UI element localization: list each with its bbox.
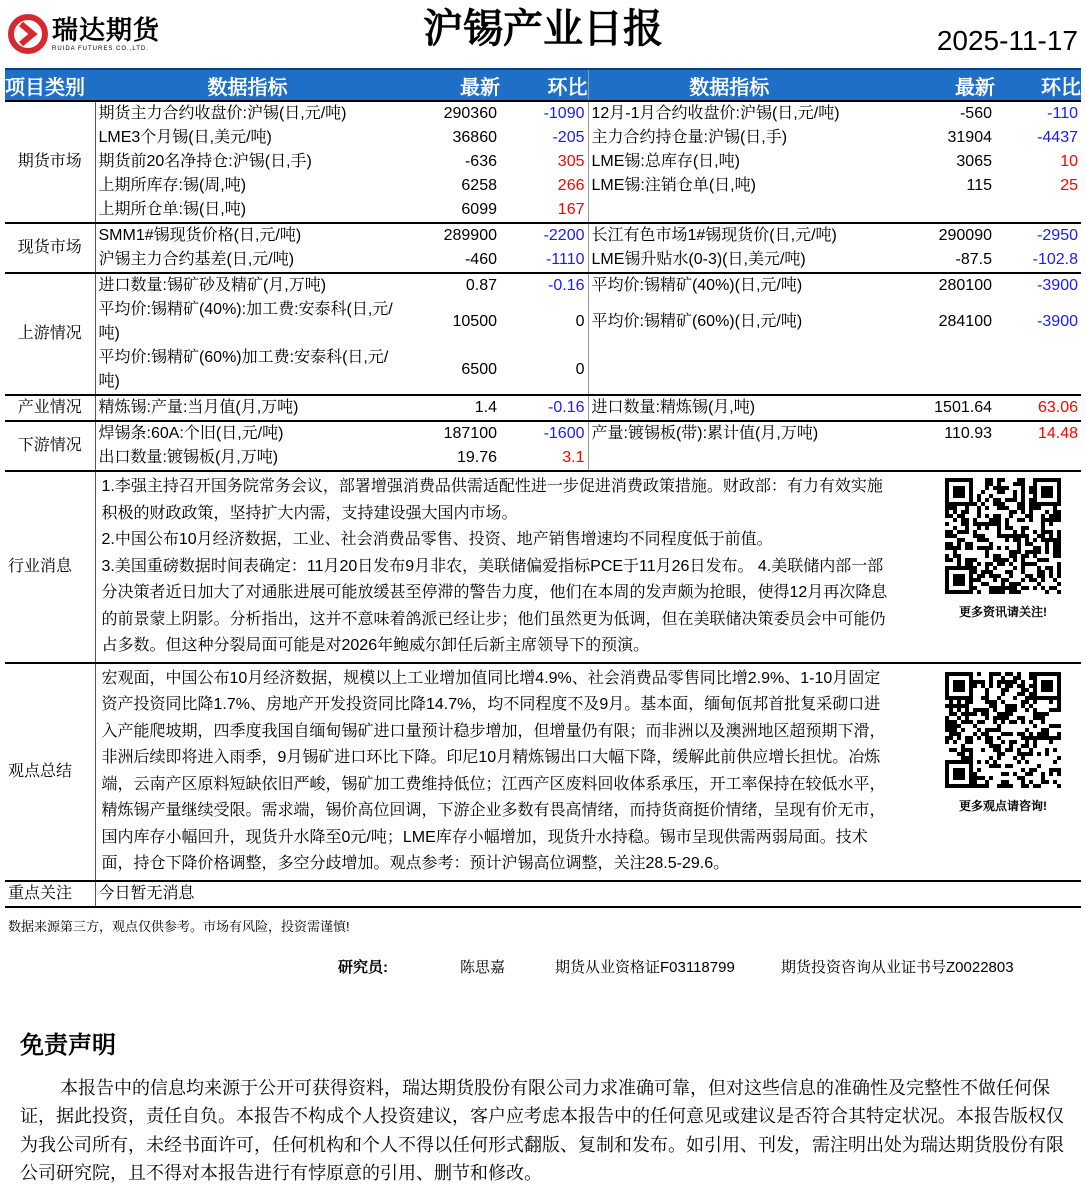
- indicator: 期货前20名净持仓:沪锡(日,手): [98, 153, 312, 170]
- logo-text: [52, 15, 160, 53]
- indicator: LME锡升贴水(0-3)(日,美元/吨): [591, 251, 806, 268]
- latest-value: 284100: [938, 313, 992, 330]
- latest-value: 19.76: [456, 449, 497, 466]
- indicator: SMM1#锡现货价格(日,元/吨): [95, 223, 400, 248]
- latest-value: [870, 346, 995, 395]
- change-value: -102.8: [1032, 251, 1078, 268]
- column-header: 最新: [870, 69, 995, 101]
- company-name-en: RUIDA FUTURES CO.,LTD.: [52, 46, 149, 52]
- researcher-row: [0, 958, 1086, 982]
- change-value: -1600: [500, 421, 588, 446]
- focus-row: [5, 881, 1081, 907]
- indicator: LME锡:注销仓单(日,吨): [591, 177, 756, 194]
- page-title: 沪锡产业日报: [423, 7, 663, 51]
- latest-value: -560: [870, 101, 995, 126]
- table-row: [5, 298, 1081, 346]
- column-header: 项目类别: [5, 69, 95, 101]
- views-cell: [95, 663, 1081, 881]
- change-value: -3900: [995, 273, 1081, 298]
- indicator: 12月-1月合约收盘价:沪锡(日,元/吨): [588, 101, 870, 126]
- change-value: -3900: [1037, 313, 1078, 330]
- indicator: 焊锡条:60A:个旧(日,元/吨): [95, 421, 400, 446]
- change-value: [995, 346, 1081, 395]
- table-row: [5, 395, 1081, 421]
- latest-value: 36860: [452, 129, 497, 146]
- data-table: [5, 68, 1081, 908]
- change-value: 25: [1060, 177, 1078, 194]
- indicator: 进口数量:精炼锡(月,吨): [588, 395, 870, 421]
- indicator: 上期所仓单:锡(日,吨): [98, 201, 247, 218]
- focus-text: 今日暂无消息: [95, 881, 1081, 907]
- indicator: 出口数量:镀锡板(月,万吨): [98, 449, 279, 466]
- change-value: -2950: [995, 223, 1081, 248]
- change-value: [995, 446, 1081, 471]
- company-name: 瑞达期货: [52, 15, 161, 45]
- change-value: 14.48: [995, 421, 1081, 446]
- qualification-cert: 期货从业资格证F03118799: [555, 958, 735, 976]
- category-cell: 产业情况: [5, 395, 95, 421]
- latest-value: 280100: [870, 273, 995, 298]
- latest-value: 115: [966, 177, 992, 194]
- table-row: [5, 174, 1081, 198]
- change-value: 3.1: [500, 446, 588, 471]
- table-row: [5, 273, 1081, 298]
- indicator: [588, 346, 870, 395]
- column-header: 环比: [995, 69, 1081, 101]
- table-row: [5, 198, 1081, 223]
- change-value: -4437: [1037, 129, 1078, 146]
- latest-value: 1501.64: [870, 395, 995, 421]
- column-header: 数据指标: [588, 69, 870, 101]
- indicator: 平均价:锡精矿(40%)(日,元/吨): [588, 273, 870, 298]
- indicator: 进口数量:锡矿砂及精矿(月,万吨): [95, 273, 400, 298]
- researcher-name: 陈思嘉: [460, 958, 506, 976]
- latest-value: 10500: [452, 313, 497, 330]
- latest-value: -636: [464, 153, 497, 170]
- views-row: [5, 663, 1081, 881]
- table-row: [5, 101, 1081, 126]
- latest-value: 0.87: [400, 273, 500, 298]
- category-cell: 观点总结: [5, 663, 95, 881]
- qr-caption: 更多资讯请关注!: [959, 605, 1047, 619]
- indicator: [588, 198, 870, 223]
- latest-value: 187100: [400, 421, 500, 446]
- latest-value: 6258: [461, 177, 497, 194]
- latest-value: 6099: [461, 201, 497, 218]
- change-value: 0: [500, 346, 588, 395]
- category-cell: 现货市场: [5, 223, 95, 273]
- table-row: [5, 248, 1081, 273]
- report-date: 2025-11-17: [936, 25, 1078, 56]
- table-row: [5, 421, 1081, 446]
- change-value: 10: [1060, 153, 1078, 170]
- table-row: [5, 223, 1081, 248]
- change-value: 63.06: [995, 395, 1081, 421]
- indicator: 主力合约持仓量:沪锡(日,手): [591, 129, 788, 146]
- news-text: 1.李强主持召开国务院常务会议，部署增强消费品供需适配性进一步促进消费政策措施。财政部：有力有效实施积极的财政政策，坚持扩大内需，支持建设强大国内市场。 2.中国公布10月经济数据，工业、社会消费品零售、投资、地产销售增速均不同程度低于前值。 3.美国重磅数据时间表确定：11月20日发布9月非农，美联储偏爱指标PCE于11月26日发布。 4.美联储内部一部分决策者近日加大了对通胀进展可能放缓甚至停滞的警告力度，他们在本周的发声颇为抢眼，使得12月再次降息的前景蒙上阴影。分析指出，这并不意味着鸽派已经让步；他们虽然更为低调，但在美联储决策委员会中可能仍占多数。但这种分裂局面可能是对2026年鲍威尔卸任后新主席领导下的预演。: [101, 478, 888, 654]
- consulting-cert: 期货投资咨询从业证书号Z0022803: [781, 958, 1014, 976]
- indicator: [588, 446, 870, 471]
- category-cell: 重点关注: [5, 881, 95, 907]
- latest-value: -87.5: [955, 251, 992, 268]
- latest-value: 290090: [870, 223, 995, 248]
- change-value: 0: [500, 298, 588, 346]
- latest-value: [870, 446, 995, 471]
- news-cell: [95, 471, 1081, 663]
- latest-value: [870, 198, 995, 223]
- change-value: -0.16: [500, 273, 588, 298]
- indicator: 平均价:锡精矿(60%)(日,元/吨): [591, 313, 803, 330]
- category-cell: 下游情况: [5, 421, 95, 471]
- change-value: -2200: [500, 223, 588, 248]
- footnote: 数据来源第三方，观点仅供参考。市场有风险，投资需谨慎!: [8, 918, 350, 934]
- latest-value: 31904: [947, 129, 992, 146]
- table-row: [5, 346, 1081, 395]
- latest-value: 3065: [956, 153, 992, 170]
- qr-code-icon: [945, 478, 1061, 594]
- table-row: [5, 446, 1081, 471]
- indicator: LME3个月锡(日,美元/吨): [98, 129, 272, 146]
- change-value: -1110: [500, 248, 588, 273]
- column-header: 数据指标: [95, 69, 400, 101]
- column-header: 环比: [500, 69, 588, 101]
- indicator: 产量:镀锡板(带):累计值(月,万吨): [588, 421, 870, 446]
- category-cell: 期货市场: [5, 101, 95, 223]
- indicator: 沪锡主力合约基差(日,元/吨): [98, 251, 295, 268]
- table-header-row: [5, 69, 1081, 101]
- change-value: 266: [500, 174, 588, 198]
- column-header: 最新: [400, 69, 500, 101]
- report-header: [0, 0, 1086, 68]
- change-value: -110: [995, 101, 1081, 126]
- disclaimer-text: 本报告中的信息均来源于公开可获得资料，瑞达期货股份有限公司力求准确可靠，但对这些信息的准确性及完整性不做任何保证，据此投资，责任自负。本报告不构成个人投资建议，客户应考虑本报告中的任何意见或建议是否符合其特定状况。本报告版权仅为我公司所有，未经书面许可，任何机构和个人不得以任何形式翻版、复制和发布。如引用、刊发，需注明出处为瑞达期货股份有限公司研究院，且不得对本报告进行有悖原意的引用、删节和修改。: [20, 1077, 1064, 1183]
- qr-code-icon: [945, 672, 1061, 788]
- latest-value: 6500: [461, 361, 497, 378]
- logo-icon: [8, 14, 48, 54]
- views-text: 宏观面，中国公布10月经济数据，规模以上工业增加值同比增4.9%、社会消费品零售同比增2.9%、1-10月固定资产投资同比降1.7%、房地产开发投资同比降14.7%，均不同程度不及9月。基本面，缅甸佤邦首批复采砌口进入产能爬坡期，四季度我国自缅甸锡矿进口量预计稳步增加，但增量仍有限；而非洲以及澳洲地区超预期下滑，非洲后续即将进入雨季，9月锡矿进口环比下降。印尼10月精炼锡出口大幅下降，缓解此前供应增长担忧。冶炼端，云南产区原料短缺依旧严峻，锡矿加工费维持低位；江西产区废料回收体系承压，开工率保持在较低水平，精炼锡产量继续受限。需求端，锡价高位回调，下游企业多数有畏高情绪，而持货商挺价情绪，呈现有价无市，国内库存小幅回升，现货升水降至0元/吨；LME库存小幅增加，现货升水持稳。锡市呈现供需两弱局面。技术面，持仓下降价格调整，多空分歧增加。观点参考：预计沪锡高位调整，关注28.5-29.6。: [101, 669, 886, 872]
- change-value: -1090: [500, 101, 588, 126]
- change-value: 167: [500, 198, 588, 223]
- table-row: [5, 150, 1081, 174]
- indicator: 期货主力合约收盘价:沪锡(日,元/吨): [95, 101, 400, 126]
- disclaimer-title: 免责声明: [20, 1031, 116, 1059]
- indicator: LME锡:总库存(日,吨): [591, 153, 740, 170]
- latest-value: 110.93: [870, 421, 995, 446]
- news-row: [5, 471, 1081, 663]
- change-value: [995, 198, 1081, 223]
- category-cell: 行业消息: [5, 471, 95, 663]
- category-cell: 上游情况: [5, 273, 95, 395]
- latest-value: 1.4: [400, 395, 500, 421]
- latest-value: 290360: [400, 101, 500, 126]
- qr-caption: 更多观点请咨询!: [959, 798, 1047, 813]
- indicator: 平均价:锡精矿(60%)加工费:安泰科(日,元/吨): [98, 349, 389, 390]
- company-logo: [8, 14, 160, 54]
- indicator: 平均价:锡精矿(40%):加工费:安泰科(日,元/吨): [98, 301, 393, 342]
- change-value: 305: [500, 150, 588, 174]
- researcher-label: 研究员:: [338, 958, 388, 976]
- change-value: -0.16: [500, 395, 588, 421]
- change-value: -205: [500, 126, 588, 150]
- table-row: [5, 126, 1081, 150]
- indicator: 上期所库存:锡(周,吨): [98, 177, 247, 194]
- latest-value: 289900: [400, 223, 500, 248]
- indicator: 精炼锡:产量:当月值(月,万吨): [95, 395, 400, 421]
- indicator: 长江有色市场1#锡现货价(日,元/吨): [588, 223, 870, 248]
- latest-value: -460: [464, 251, 497, 268]
